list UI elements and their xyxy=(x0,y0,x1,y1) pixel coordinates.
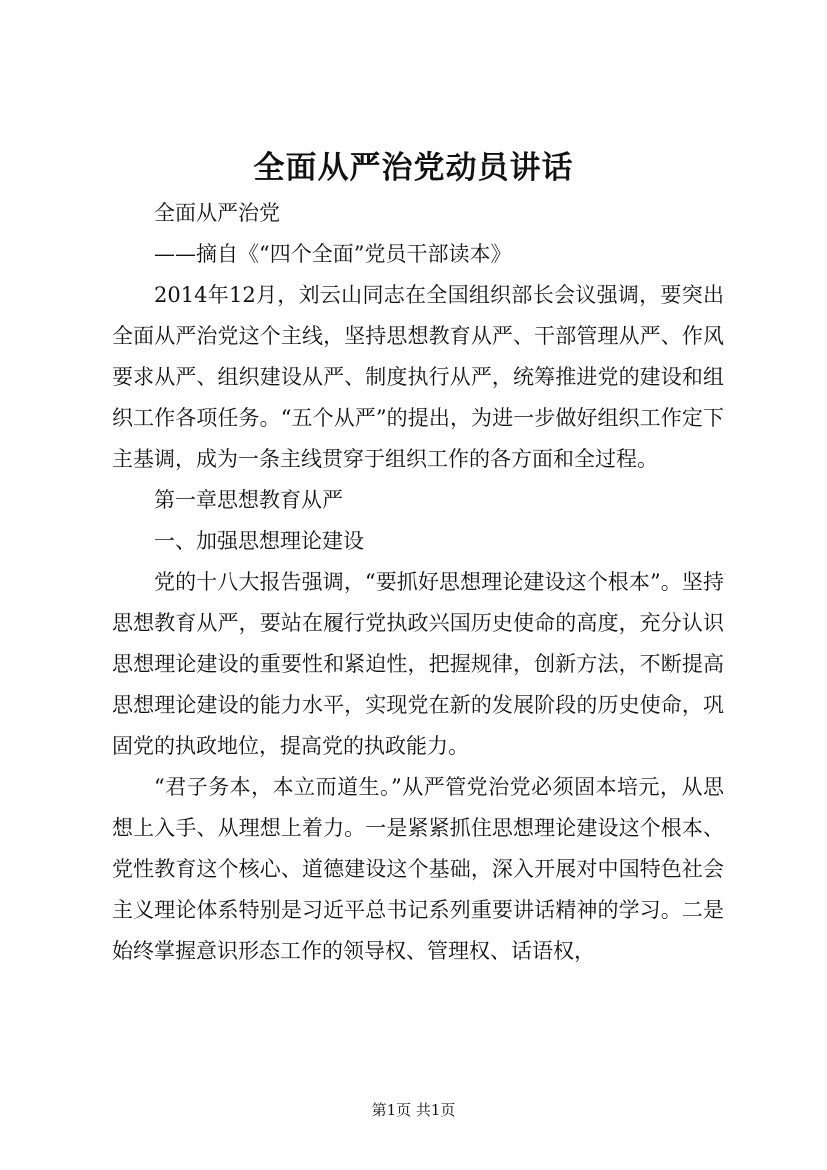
chapter-heading: 第一章思想教育从严 xyxy=(154,488,343,512)
section-heading: 一、加强思想理论建设 xyxy=(154,529,364,553)
document-body xyxy=(112,193,724,972)
page-footer: 第1页 共1页 xyxy=(371,1101,456,1119)
document-title: 全面从严治党动员讲话 xyxy=(253,150,574,186)
paragraph-intro: 2014年12月，刘云山同志在全国组织部长会议强调，要突出全面从严治党这个主线，坚持思想教育从严、干部管理从严、作风要求从严、组织建设从严、制度执行从严，统筹推进党的建设和组织工作各项任务。“五个从严”的提出，为进一步做好组织工作定下主基调，成为一条主线贯穿于组织工作的各方面和全过程。 xyxy=(112,283,724,471)
paragraph-foundation: “君子务本，本立而道生。”从严管党治党必须固本培元，从思想上入手、从理想上着力。一是紧紧抓住思想理论建设这个根本、党性教育这个核心、道德建设这个基础，深入开展对中国特色社会主义理论体系特别是习近平总书记系列重要讲话精神的学习。二是始终掌握意识形态工作的领导权、管理权、话语权， xyxy=(112,775,724,963)
paragraph-source: ——摘自《“四个全面”党员干部读本》 xyxy=(154,242,512,266)
paragraph-theory: 党的十八大报告强调，“要抓好思想理论建设这个根本”。坚持思想教育从严，要站在履行党执政兴国历史使命的高度，充分认识思想理论建设的重要性和紧迫性，把握规律，创新方法，不断提高思想理论建设的能力水平，实现党在新的发展阶段的历史使命，巩固党的执政地位，提高党的执政能力。 xyxy=(112,570,724,758)
paragraph-subject: 全面从严治党 xyxy=(154,201,280,225)
